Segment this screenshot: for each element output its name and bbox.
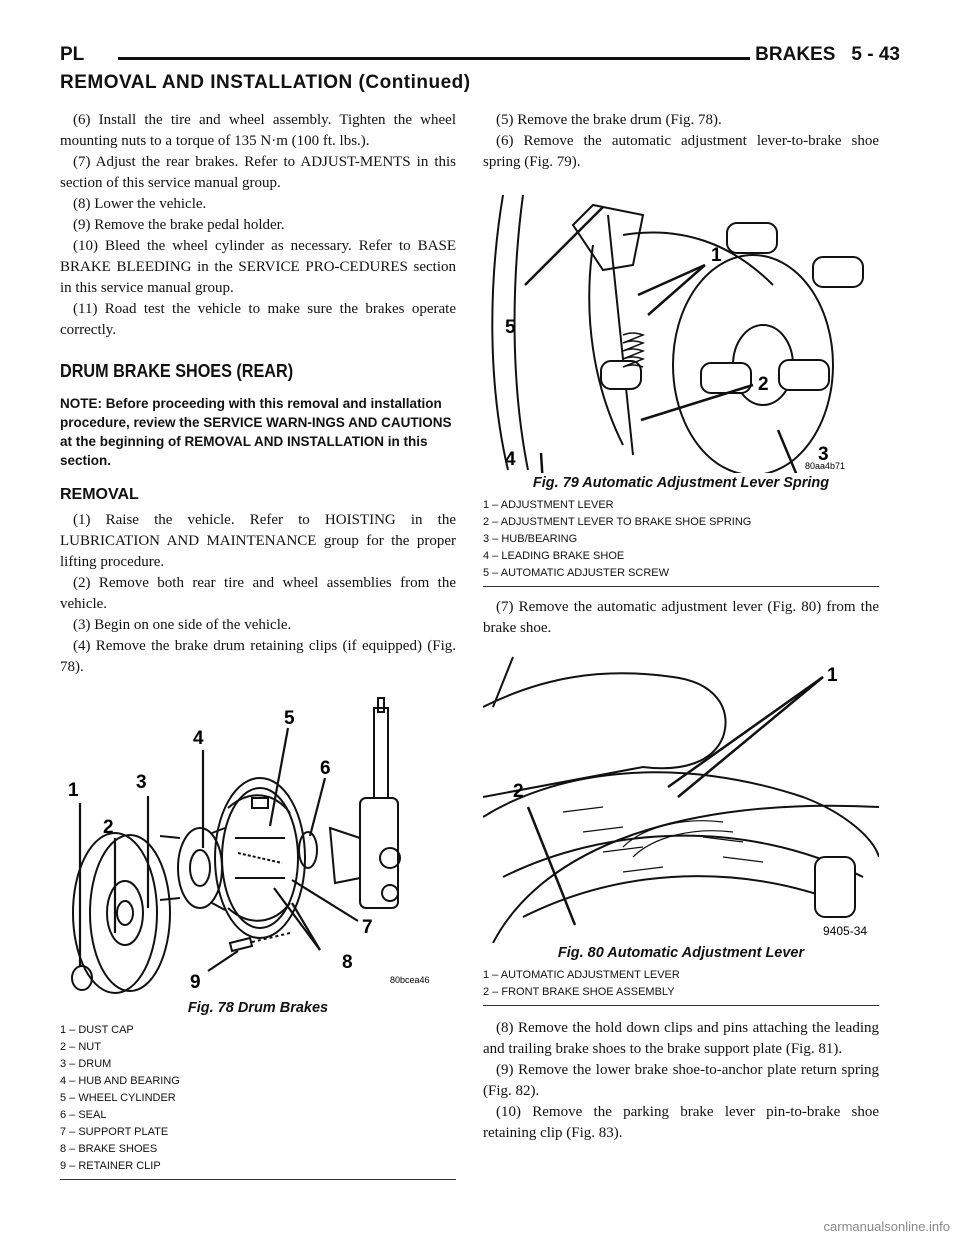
watermark[interactable]: carmanualsonline.info — [823, 1219, 950, 1234]
figure-caption: Fig. 80 Automatic Adjustment Lever — [557, 945, 805, 961]
callout-6: 6 — [320, 758, 331, 779]
paragraph: (11) Road test the vehicle to make sure the brakes operate correctly. — [60, 301, 456, 338]
paragraph: (8) Remove the hold down clips and pins attaching the leading and trailing brake shoes to the brake support plate (Fig. 81). — [483, 1020, 879, 1057]
legend-item: 4 – HUB AND BEARING — [60, 1075, 180, 1087]
subheading: REMOVAL — [60, 486, 139, 503]
callout-1: 1 — [68, 780, 79, 801]
note: NOTE: Before proceeding with this removal and installation procedure, review the SERVICE WARN-INGS AND CAUTIONS at the beginning of REMOVAL AND INSTALLATION in this section. — [60, 396, 452, 468]
legend-item: 8 – BRAKE SHOES — [60, 1143, 158, 1155]
figure-legend — [483, 497, 879, 582]
callout-2: 2 — [513, 781, 524, 802]
legend-item: 3 – DRUM — [60, 1058, 112, 1070]
paragraph: (2) Remove both rear tire and wheel assemblies from the vehicle. — [60, 575, 456, 612]
legend-item: 1 – DUST CAP — [60, 1024, 134, 1036]
figure-79 — [483, 185, 879, 587]
callout-3: 3 — [818, 444, 829, 465]
callout-2: 2 — [103, 817, 114, 838]
callout-5: 5 — [505, 317, 516, 338]
legend-item: 7 – SUPPORT PLATE — [60, 1126, 169, 1138]
figure-caption: Fig. 79 Automatic Adjustment Lever Spring — [532, 475, 830, 491]
callout-9: 9 — [190, 972, 201, 993]
callout-7: 7 — [362, 917, 373, 938]
figure-legend — [483, 967, 879, 1001]
header-section: BRAKES — [755, 44, 836, 65]
header-rule — [118, 57, 750, 60]
legend-item: 2 – ADJUSTMENT LEVER TO BRAKE SHOE SPRING — [483, 516, 752, 528]
paragraph: (10) Bleed the wheel cylinder as necessary. Refer to BASE BRAKE BLEEDING in the SERVICE PRO-CEDURES section in this service manual group. — [60, 238, 456, 296]
legend-item: 4 – LEADING BRAKE SHOE — [483, 550, 625, 562]
paragraph: (6) Remove the automatic adjustment lever-to-brake shoe spring (Fig. 79). — [483, 133, 879, 170]
legend-item: 3 – HUB/BEARING — [483, 533, 578, 545]
header-right — [739, 44, 900, 66]
legend-item: 2 – FRONT BRAKE SHOE ASSEMBLY — [483, 986, 675, 998]
paragraph: (9) Remove the brake pedal holder. — [73, 217, 285, 233]
callout-1: 1 — [711, 245, 722, 266]
figure-code: 80aa4b71 — [805, 461, 846, 471]
figure-legend — [60, 1022, 456, 1175]
legend-item: 5 – AUTOMATIC ADJUSTER SCREW — [483, 567, 670, 579]
callout-1: 1 — [827, 665, 838, 686]
figure-code: 9405-34 — [823, 924, 868, 938]
automatic-adjustment-lever-photo — [483, 647, 879, 943]
figure-rule — [483, 1005, 879, 1006]
paragraph: (5) Remove the brake drum (Fig. 78). — [496, 112, 722, 128]
figure-78 — [60, 688, 456, 1180]
header-page-number: 5 - 43 — [851, 44, 900, 65]
left-column — [60, 110, 456, 1180]
legend-item: 5 – WHEEL CYLINDER — [60, 1092, 176, 1104]
legend-item: 9 – RETAINER CLIP — [60, 1160, 161, 1172]
callout-5: 5 — [284, 708, 295, 729]
section-subtitle: REMOVAL AND INSTALLATION (Continued) — [60, 72, 471, 93]
legend-item: 2 – NUT — [60, 1041, 101, 1053]
legend-item: 6 – SEAL — [60, 1109, 107, 1121]
right-column — [483, 110, 879, 1144]
figure-rule — [60, 1179, 456, 1180]
paragraph: (3) Begin on one side of the vehicle. — [73, 617, 292, 633]
figure-80 — [483, 647, 879, 1006]
paragraph: (4) Remove the brake drum retaining clips (if equipped) (Fig. 78). — [60, 638, 456, 675]
drum-brakes-illustration — [60, 688, 456, 998]
figure-caption: Fig. 78 Drum Brakes — [187, 1000, 329, 1016]
header-vehicle-code: PL — [60, 44, 85, 65]
callout-8: 8 — [342, 952, 353, 973]
paragraph: (8) Lower the vehicle. — [73, 196, 207, 212]
paragraph: (10) Remove the parking brake lever pin-to-brake shoe retaining clip (Fig. 83). — [483, 1104, 879, 1141]
paragraph: (6) Install the tire and wheel assembly. Tighten the wheel mounting nuts to a torque of 135 N·m (100 ft. lbs.). — [60, 112, 456, 149]
callout-2: 2 — [758, 374, 769, 395]
paragraph: (7) Adjust the rear brakes. Refer to ADJUST-MENTS in this section of this service manual group. — [60, 154, 456, 191]
paragraph: (9) Remove the lower brake shoe-to-anchor plate return spring (Fig. 82). — [483, 1062, 879, 1099]
section-heading: DRUM BRAKE SHOES (REAR) — [60, 361, 294, 381]
legend-item: 1 – ADJUSTMENT LEVER — [483, 499, 614, 511]
paragraph: (7) Remove the automatic adjustment lever (Fig. 80) from the brake shoe. — [483, 599, 879, 636]
legend-item: 1 – AUTOMATIC ADJUSTMENT LEVER — [483, 969, 680, 981]
paragraph: (1) Raise the vehicle. Refer to HOISTING in the LUBRICATION AND MAINTENANCE group for the proper lifting procedure. — [60, 512, 456, 570]
figure-rule — [483, 586, 879, 587]
adjustment-lever-spring-photo — [483, 185, 879, 473]
callout-4: 4 — [505, 449, 516, 470]
figure-code: 80bcea46 — [390, 975, 430, 985]
callout-3: 3 — [136, 772, 147, 793]
callout-4: 4 — [193, 728, 204, 749]
